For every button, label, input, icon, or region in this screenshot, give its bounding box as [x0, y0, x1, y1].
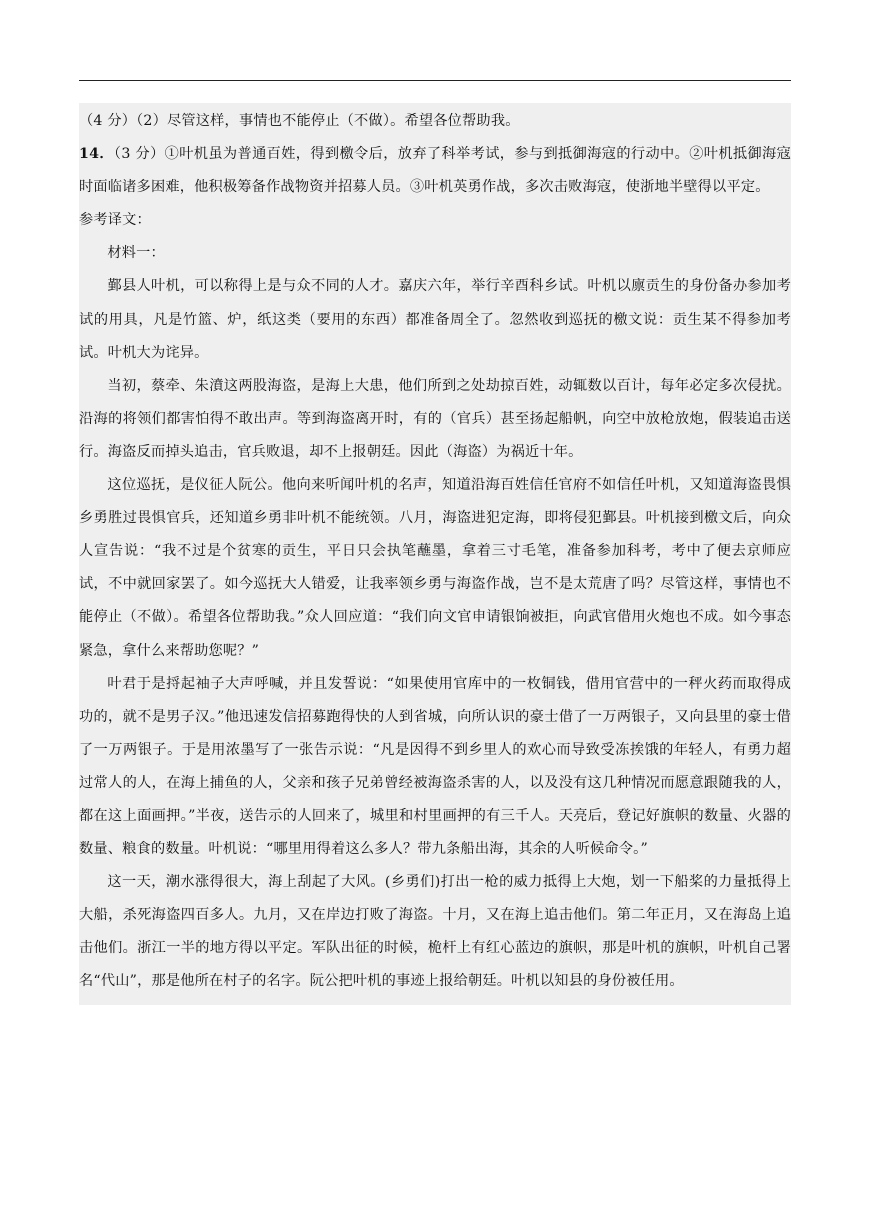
- material-label: 材料一：: [107, 245, 165, 262]
- answer-13-part-2: （4 分）（2）尽管这样，事情也不能停止（不做）。希望各位帮助我。: [79, 113, 520, 129]
- translation-paragraph: 这位巡抚，是仪征人阮公。他向来听闻叶机的名声，知道沿海百姓信任官府不如信任叶机，又知道海盗畏惧乡勇胜过畏惧官兵，还知道乡勇非叶机不能统领。八月，海盗进犯定海，即将侵犯鄞县。叶机接到檄文后，向众人宣告说：“我不过是个贫寒的贡生，平日只会执笔蘸墨，拿着三寸毛笔，准备参加科考，考中了便去京师应试，不中就回家罢了。如今巡抚大人错爱，让我率领乡勇与海盗作战，岂不是太荒唐了吗？尽管这样，事情也不能停止（不做）。希望各位帮助我。”众人回应道：“我们向文官申请银饷被拒，向武官借用火炮也不成。如今事态紧急，拿什么来帮助您呢？”: [79, 477, 791, 659]
- translation-paragraph: 当初，蔡牵、朱濆这两股海盗，是海上大患，他们所到之处劫掠百姓，动辄数以百计，每年必定多次侵扰。沿海的将领们都害怕得不敢出声。等到海盗离开时，有的（官兵）甚至扬起船帆，向空中放枪放炮，假装追击送行。海盗反而掉头追击，官兵败退，却不上报朝廷。因此（海盗）为祸近十年。: [79, 377, 791, 460]
- answer-14-text: （3 分）①叶机虽为普通百姓，得到檄令后，放弃了科举考试，参与到抵御海寇的行动中。②叶机抵御海寇时面临诸多困难，他积极筹备作战物资并招募人员。③叶机英勇作战，多次击败海寇，使浙地半壁得以平定。: [79, 146, 792, 196]
- translation-heading: 参考译文：: [79, 212, 151, 229]
- answer-section: [79, 103, 791, 1005]
- translation-paragraph: 鄞县人叶机，可以称得上是与众不同的人才。嘉庆六年，举行辛酉科乡试。叶机以廪贡生的身份备办参加考试的用具，凡是竹篮、炉，纸这类（要用的东西）都准备周全了。忽然收到巡抚的檄文说：贡生某不得参加考试。叶机大为诧异。: [79, 278, 791, 361]
- header-rule: [79, 80, 791, 81]
- answer-14: [79, 138, 791, 204]
- translation-paragraph: 叶君于是捋起袖子大声呼喊，并且发誓说：“如果使用官库中的一枚铜钱，借用官营中的一秤火药而取得成功的，就不是男子汉。”他迅速发信招募跑得快的人到省城，向所认识的豪士借了一万两银子，又向县里的豪士借了一万两银子。于是用浓墨写了一张告示说：“凡是因得不到乡里人的欢心而导致受冻挨饿的年轻人，有勇力超过常人的人，在海上捕鱼的人，父亲和孩子兄弟曾经被海盗杀害的人，以及没有这几种情况而愿意跟随我的人，都在这上面画押。”半夜，送告示的人回来了，城里和村里画押的有三千人。天亮后，登记好旗帜的数量、火器的数量、粮食的数量。叶机说：“哪里用得着这么多人？带九条船出海，其余的人听候命令。”: [79, 675, 791, 858]
- translation-paragraph: 这一天，潮水涨得很大，海上刮起了大风。(乡勇们)打出一枪的威力抵得上大炮，划一下船桨的力量抵得上大船，杀死海盗四百多人。九月，又在岸边打败了海盗。十月，又在海上追击他们。第二年正月，又在海岛上追击他们。浙江一半的地方得以平定。军队出征的时候，桅杆上有红心蓝边的旗帜，那是叶机的旗帜，叶机自己署名“代山”，那是他所在村子的名字。阮公把叶机的事迹上报给朝廷。叶机以知县的身份被任用。: [79, 874, 791, 990]
- question-number-14: 14．: [79, 146, 114, 163]
